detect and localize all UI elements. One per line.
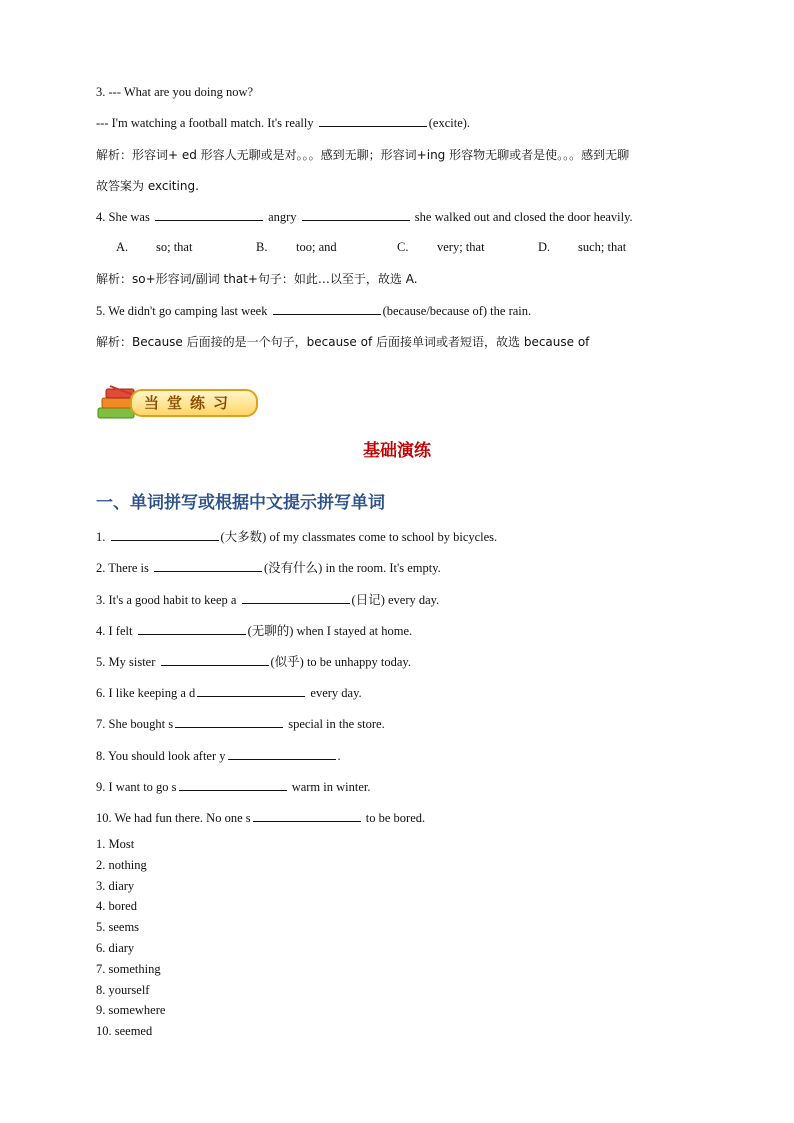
q-text: every day. bbox=[307, 686, 362, 700]
banner-label: 当堂练习 bbox=[144, 394, 237, 412]
option-d-text: such; that bbox=[578, 240, 627, 254]
q-text: 5. My sister bbox=[96, 655, 159, 669]
question-6 bbox=[96, 685, 362, 701]
answer-4: 4. bored bbox=[96, 899, 137, 913]
q-text: warm in winter. bbox=[288, 780, 371, 794]
answer-1: 1. Most bbox=[96, 837, 135, 851]
option-letter: A. bbox=[116, 240, 129, 254]
practice-banner bbox=[96, 384, 258, 420]
question-5 bbox=[96, 654, 411, 670]
answer-10: 10. seemed bbox=[96, 1024, 153, 1038]
option-c-text: very; that bbox=[437, 240, 485, 254]
q-text: 10. We had fun there. No one s bbox=[96, 811, 251, 825]
question-10 bbox=[96, 810, 425, 826]
q-text: . bbox=[337, 749, 341, 763]
question-7 bbox=[96, 716, 385, 732]
option-a-text: so; that bbox=[156, 240, 193, 254]
text: she walked out and closed the door heavily. bbox=[414, 210, 633, 224]
answer-6: 6. diary bbox=[96, 941, 135, 955]
answer-blank bbox=[228, 748, 336, 760]
section-title: 基础演练 bbox=[363, 441, 431, 461]
example-q3-line2 bbox=[96, 115, 470, 131]
q-text: 8. You should look after y bbox=[96, 749, 226, 763]
question-9 bbox=[96, 779, 371, 795]
option-letter: D. bbox=[538, 240, 551, 254]
question-1 bbox=[96, 529, 497, 545]
q-text: (无聊的) when I stayed at home. bbox=[247, 624, 413, 638]
answer-blank bbox=[253, 810, 361, 822]
example-q3-answer: 故答案为 exciting. bbox=[96, 179, 199, 193]
answer-5: 5. seems bbox=[96, 920, 140, 934]
answer-blank bbox=[111, 529, 219, 541]
q-text: 6. I like keeping a d bbox=[96, 686, 196, 700]
q-text: special in the store. bbox=[285, 717, 385, 731]
answer-blank bbox=[138, 623, 246, 635]
answer-7: 7. something bbox=[96, 962, 161, 976]
text: 5. We didn't go camping last week bbox=[96, 304, 268, 318]
answer-blank bbox=[179, 779, 287, 791]
answer-blank bbox=[175, 716, 283, 728]
question-8 bbox=[96, 748, 341, 764]
text: angry bbox=[268, 210, 297, 224]
question-2 bbox=[96, 560, 441, 576]
option-d bbox=[538, 240, 550, 255]
text: (because/because of) the rain. bbox=[382, 304, 532, 318]
answer-8: 8. yourself bbox=[96, 983, 150, 997]
answer-blank bbox=[154, 560, 262, 572]
q-text: to be bored. bbox=[362, 811, 426, 825]
q-text: 1. bbox=[96, 530, 109, 544]
example-q5-question bbox=[96, 303, 531, 319]
text: 4. She was bbox=[96, 210, 150, 224]
question-4 bbox=[96, 623, 412, 639]
q-text: 9. I want to go s bbox=[96, 780, 177, 794]
option-c bbox=[397, 240, 408, 255]
example-q5-explanation: 解析：Because 后面接的是一个句子，because of 后面接单词或者短语，故选 because of bbox=[96, 335, 590, 349]
q-text: (似乎) to be unhappy today. bbox=[270, 655, 411, 669]
q-text: (日记) every day. bbox=[351, 593, 440, 607]
question-3 bbox=[96, 592, 439, 608]
q-text: 3. It's a good habit to keep a bbox=[96, 593, 240, 607]
text: --- I'm watching a football match. It's really bbox=[96, 116, 314, 130]
option-letter: C. bbox=[397, 240, 409, 254]
example-q3-explanation: 解析：形容词+ ed 形容人无聊或是对。。。感到无聊；形容词+ing 形容物无聊或者是使。。。感到无聊 bbox=[96, 148, 630, 162]
option-letter: B. bbox=[256, 240, 268, 254]
option-b bbox=[256, 240, 267, 255]
q-text: (没有什么) in the room. It's empty. bbox=[264, 561, 441, 575]
q-text: 7. She bought s bbox=[96, 717, 174, 731]
answer-2: 2. nothing bbox=[96, 858, 147, 872]
option-b-text: too; and bbox=[296, 240, 337, 254]
q-text: 4. I felt bbox=[96, 624, 136, 638]
answer-blank bbox=[319, 115, 427, 127]
answer-blank bbox=[273, 303, 381, 315]
answer-3: 3. diary bbox=[96, 879, 135, 893]
answer-blank bbox=[161, 654, 269, 666]
answer-blank bbox=[155, 209, 263, 221]
example-q4-question bbox=[96, 209, 633, 225]
answer-blank bbox=[302, 209, 410, 221]
option-a bbox=[116, 240, 128, 255]
answer-blank bbox=[242, 592, 350, 604]
answer-blank bbox=[197, 685, 305, 697]
example-q4-explanation: 解析：so+形容词/副词 that+句子：如此…以至于，故选 A. bbox=[96, 272, 418, 286]
section-heading: 一、单词拼写或根据中文提示拼写单词 bbox=[96, 493, 385, 513]
q-text: (大多数) of my classmates come to school by bicycles. bbox=[220, 530, 498, 544]
text: (excite). bbox=[428, 116, 471, 130]
answer-9: 9. somewhere bbox=[96, 1003, 166, 1017]
example-q3-question: 3. --- What are you doing now? bbox=[96, 85, 254, 99]
q-text: 2. There is bbox=[96, 561, 153, 575]
